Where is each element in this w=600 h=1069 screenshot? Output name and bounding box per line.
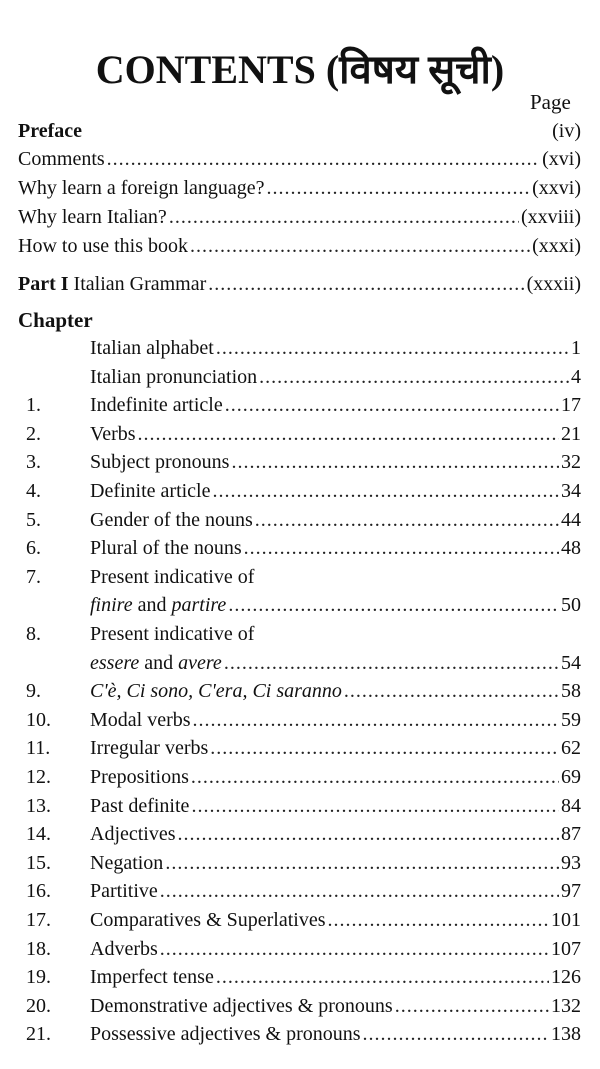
chapter-title: Possessive adjectives & pronouns <box>90 1023 361 1045</box>
part-row <box>18 273 581 301</box>
chapter-page: 107 <box>551 938 581 960</box>
chapter-page: 44 <box>561 509 581 531</box>
chapter-number: 6. <box>26 537 41 559</box>
chapter-title: Negation <box>90 852 164 874</box>
chapter-row <box>18 709 581 737</box>
entry-label: Why learn Italian? <box>18 206 167 228</box>
chapter-title: Present indicative of <box>90 623 255 645</box>
conjunction: and <box>137 594 167 616</box>
entry-label: Comments <box>18 148 105 170</box>
chapter-title: Comparatives & Superlatives <box>90 909 326 931</box>
dot-leader <box>244 537 559 560</box>
chapter-number: 2. <box>26 423 41 445</box>
chapter-page: 69 <box>561 766 581 788</box>
chapter-page: 34 <box>561 480 581 502</box>
front-matter-entry <box>18 235 581 263</box>
dot-leader <box>107 148 540 171</box>
dot-leader <box>169 206 519 229</box>
chapter-number: 4. <box>26 480 41 502</box>
chapter-row <box>18 537 581 565</box>
dot-leader <box>178 823 559 846</box>
chapter-row <box>18 680 581 708</box>
chapter-page: 59 <box>561 709 581 731</box>
chapter-row <box>18 938 581 966</box>
chapter-title: Demonstrative adjectives & pronouns <box>90 995 393 1017</box>
chapter-row <box>18 509 581 537</box>
dot-leader <box>190 235 530 258</box>
chapter-number: 17. <box>26 909 51 931</box>
chapter-title-continued <box>90 594 226 617</box>
dot-leader <box>231 451 559 474</box>
chapter-number: 11. <box>26 737 51 759</box>
dot-leader <box>193 709 559 732</box>
chapter-title: Adverbs <box>90 938 158 960</box>
chapter-title: Subject pronouns <box>90 451 230 473</box>
chapter-row <box>18 909 581 937</box>
chapter-title-continued <box>90 652 222 675</box>
chapter-page: 1 <box>571 337 581 359</box>
chapter-title: Adjectives <box>90 823 176 845</box>
front-matter-entry <box>18 177 581 205</box>
dot-leader <box>224 652 559 675</box>
dot-leader <box>255 509 559 532</box>
part-label <box>18 273 206 296</box>
verb-b: avere <box>178 652 222 674</box>
chapter-heading: Chapter <box>18 308 93 332</box>
chapter-number: 8. <box>26 623 41 645</box>
dot-leader <box>225 394 559 417</box>
chapter-title: Past definite <box>90 795 190 817</box>
part-page: (xxxii) <box>526 273 581 295</box>
chapter-page: 126 <box>551 966 581 988</box>
page-column-header: Page <box>530 90 571 114</box>
chapter-title: Plural of the nouns <box>90 537 242 559</box>
chapter-number: 1. <box>26 394 41 416</box>
chapter-title: Modal verbs <box>90 709 191 731</box>
front-matter-entry <box>18 206 581 234</box>
dot-leader <box>160 880 559 903</box>
chapter-row <box>18 852 581 880</box>
chapter-page: 50 <box>561 594 581 616</box>
dot-leader <box>259 366 569 389</box>
chapter-number: 19. <box>26 966 51 988</box>
dot-leader <box>267 177 531 200</box>
entry-page: (xvi) <box>542 148 581 170</box>
entry-page: (iv) <box>552 120 581 142</box>
chapter-title: Imperfect tense <box>90 966 214 988</box>
entry-page: (xxvi) <box>532 177 581 199</box>
chapter-title: Italian alphabet <box>90 337 214 359</box>
chapter-number: 5. <box>26 509 41 531</box>
chapter-row <box>18 623 581 651</box>
front-matter-entry <box>18 148 581 176</box>
conjunction: and <box>144 652 174 674</box>
dot-leader <box>328 909 549 932</box>
chapter-title: Partitive <box>90 880 158 902</box>
verb-a: finire <box>90 594 133 616</box>
chapter-number: 15. <box>26 852 51 874</box>
chapter-page: 132 <box>551 995 581 1017</box>
dot-leader <box>165 852 559 875</box>
chapter-row-continuation <box>18 594 581 622</box>
chapter-page: 58 <box>561 680 581 702</box>
chapter-row <box>18 737 581 765</box>
chapter-page: 32 <box>561 451 581 473</box>
dot-leader <box>210 737 559 760</box>
verb-b: partire <box>171 594 227 616</box>
dot-leader <box>363 1023 549 1046</box>
dot-leader <box>344 680 559 703</box>
dot-leader <box>138 423 559 446</box>
chapter-title: Prepositions <box>90 766 189 788</box>
entry-label: How to use this book <box>18 235 188 257</box>
chapter-number: 18. <box>26 938 51 960</box>
chapter-row <box>18 823 581 851</box>
dot-leader <box>160 938 549 961</box>
chapter-row-continuation <box>18 652 581 680</box>
chapter-page: 4 <box>571 366 581 388</box>
entry-label: Preface <box>18 120 83 142</box>
page-title: CONTENTS (विषय सूची) <box>95 47 505 92</box>
dot-leader <box>191 795 559 818</box>
chapter-row <box>18 366 581 394</box>
chapter-row <box>18 795 581 823</box>
chapter-page: 87 <box>561 823 581 845</box>
chapter-row <box>18 766 581 794</box>
entry-page: (xxxi) <box>532 235 581 257</box>
chapter-title: Italian pronunciation <box>90 366 258 388</box>
chapter-row <box>18 566 581 594</box>
dot-leader <box>191 766 559 789</box>
chapter-number: 21. <box>26 1023 51 1045</box>
chapter-page: 62 <box>561 737 581 759</box>
entry-label: Why learn a foreign language? <box>18 177 265 199</box>
chapter-page: 93 <box>561 852 581 874</box>
chapter-title: C'è, Ci sono, C'era, Ci saranno <box>90 680 342 702</box>
part-prefix: Part I <box>18 273 69 295</box>
chapter-number: 10. <box>26 709 51 731</box>
chapter-title: Indefinite article <box>90 394 223 416</box>
chapter-row <box>18 394 581 422</box>
chapter-row <box>18 451 581 479</box>
chapter-row <box>18 966 581 994</box>
dot-leader <box>395 995 549 1018</box>
entry-page: (xxviii) <box>521 206 581 228</box>
chapter-row <box>18 1023 581 1051</box>
chapter-number: 9. <box>26 680 41 702</box>
chapter-number: 16. <box>26 880 51 902</box>
dot-leader <box>216 337 569 360</box>
chapter-page: 54 <box>561 652 581 674</box>
chapter-number: 7. <box>26 566 41 588</box>
chapter-row <box>18 423 581 451</box>
chapter-page: 138 <box>551 1023 581 1045</box>
chapter-page: 97 <box>561 880 581 902</box>
chapter-title: Present indicative of <box>90 566 255 588</box>
chapter-row <box>18 480 581 508</box>
chapter-title: Verbs <box>90 423 136 445</box>
chapter-number: 12. <box>26 766 51 788</box>
chapter-title: Definite article <box>90 480 211 502</box>
dot-leader <box>216 966 549 989</box>
chapter-page: 48 <box>561 537 581 559</box>
chapter-row <box>18 337 581 365</box>
verb-a: essere <box>90 652 140 674</box>
dot-leader <box>213 480 560 503</box>
part-title: Italian Grammar <box>73 273 207 295</box>
chapter-title: Gender of the nouns <box>90 509 253 531</box>
dot-leader <box>208 273 524 296</box>
front-matter-entry <box>18 120 581 148</box>
chapter-number: 20. <box>26 995 51 1017</box>
chapter-row <box>18 880 581 908</box>
chapter-number: 3. <box>26 451 41 473</box>
chapter-page: 101 <box>551 909 581 931</box>
chapter-page: 84 <box>561 795 581 817</box>
chapter-number: 13. <box>26 795 51 817</box>
chapter-title: Irregular verbs <box>90 737 209 759</box>
chapter-number: 14. <box>26 823 51 845</box>
chapter-page: 21 <box>561 423 581 445</box>
dot-leader <box>228 594 559 617</box>
chapter-page: 17 <box>561 394 581 416</box>
chapter-row <box>18 995 581 1023</box>
